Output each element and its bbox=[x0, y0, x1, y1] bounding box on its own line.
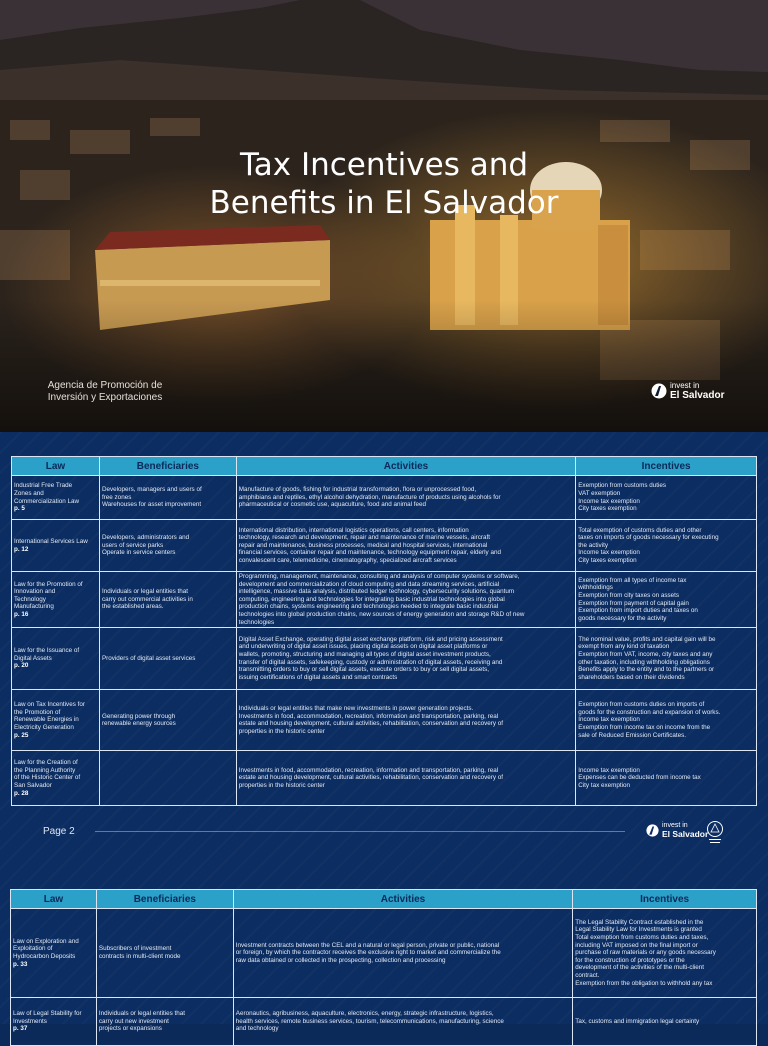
cell-activities bbox=[236, 628, 575, 690]
law-line: Technology bbox=[14, 595, 46, 603]
beneficiaries-line: Providers of digital asset services bbox=[101, 654, 196, 662]
activities-line: properties in the historic center bbox=[238, 781, 325, 789]
activities-line: properties in the historic center bbox=[238, 727, 325, 735]
incentives-line: City taxes exemption bbox=[578, 505, 637, 513]
law-line: Law on Exploration and bbox=[13, 937, 79, 945]
incentives-line: Exemption from import duties and taxes on bbox=[578, 607, 698, 615]
activities-line: Investments in food, accommodation, recreation, information and transportation, parking, real bbox=[238, 712, 499, 720]
cell-incentives bbox=[573, 998, 757, 1046]
activities-line: amphibians and reptiles, ethyl alcohol dehydration, manufacture of products using alcohols for bbox=[238, 493, 501, 501]
activities-line: and underwriting of digital asset issues, placing digital assets on digital asset platforms or bbox=[238, 643, 488, 651]
activities-line: repair and maintenance, business processes, medical and hospital services, international bbox=[238, 541, 488, 549]
activities-line: or foreign, by which the contractor receives the exclusive right to market and commercialize the bbox=[235, 949, 501, 957]
cell-activities bbox=[236, 751, 575, 806]
beneficiaries-line: renewable energy sources bbox=[101, 720, 176, 728]
law-line: Electricity Generation bbox=[14, 723, 74, 731]
incentives-line: shareholders based on their dividends bbox=[578, 673, 685, 681]
activities-line: Investment contracts between the CEL and a natural or legal person, private or public, national bbox=[235, 941, 500, 949]
incentives-line: Legal Stability Law for Investments is granted bbox=[575, 926, 702, 934]
cell-law bbox=[12, 628, 100, 690]
activities-line: pharmaceutical or cosmetic use, aquaculture, food and animal feed bbox=[238, 501, 427, 509]
incentives-line: Exemption from customs duties on imports of bbox=[578, 701, 705, 709]
incentives-line: City tax exemption bbox=[578, 781, 631, 789]
beneficiaries-line: carry out commercial activities in bbox=[101, 595, 193, 603]
law-line: Law for the Promotion of bbox=[14, 580, 83, 588]
cell-beneficiaries bbox=[96, 998, 233, 1046]
logo-mark-icon bbox=[651, 382, 667, 400]
incentives-line: Total exemption of customs duties and other bbox=[578, 526, 702, 534]
law-line: Manufacturing bbox=[14, 603, 54, 611]
law-line: Law for the Issuance of bbox=[14, 647, 80, 655]
table-row bbox=[11, 909, 757, 998]
agency-line-2: Inversión y Exportaciones bbox=[47, 392, 163, 403]
invest-in-el-salvador-logo bbox=[651, 381, 724, 401]
cell-law bbox=[12, 476, 100, 520]
cell-incentives bbox=[576, 628, 757, 690]
law-line: Law of Legal Stability for bbox=[13, 1010, 82, 1018]
cell-incentives bbox=[576, 751, 757, 806]
government-seal-icon bbox=[706, 820, 724, 846]
cell-law bbox=[12, 690, 100, 751]
activities-line: Individuals or legal entities that make new investments in power generation projects. bbox=[238, 704, 474, 712]
header-beneficiaries: Beneficiaries bbox=[96, 890, 233, 909]
incentives-line: goods for the construction and expansion of works. bbox=[578, 708, 721, 716]
incentives-line: Benefits apply to the entity and to the partners or bbox=[578, 666, 715, 674]
hero-cover bbox=[0, 0, 768, 432]
beneficiaries-line: projects or expansions bbox=[98, 1025, 162, 1033]
activities-line: intelligence, massive data analysis, distributed ledger technology, cybersecurity solutions, quantum bbox=[238, 588, 515, 596]
header-incentives: Incentives bbox=[573, 890, 757, 909]
activities-line: technologies bbox=[238, 618, 275, 626]
activities-line: International distribution, international logistics operations, call centers, information bbox=[238, 526, 469, 534]
incentives-line: Expenses can be deducted from income tax bbox=[578, 774, 701, 782]
beneficiaries-line: Warehouses for asset improvement bbox=[101, 501, 202, 509]
incentives-line: Total exemption from customs duties and taxes, bbox=[575, 934, 709, 942]
activities-line: computing, engineering and technologies for integrating basic industrial technologies into global bbox=[238, 595, 505, 603]
incentives-line: Exemption from all types of income tax bbox=[578, 576, 687, 584]
page-number: Page 2 bbox=[43, 826, 75, 837]
page-reference: p. 5 bbox=[14, 505, 25, 513]
cell-activities bbox=[236, 572, 575, 628]
incentives-line: Exemption from income tax on income from the bbox=[578, 723, 711, 731]
cell-beneficiaries bbox=[96, 909, 233, 998]
beneficiaries-line: free zones bbox=[101, 493, 132, 501]
incentives-line: Income tax exemption bbox=[578, 549, 640, 557]
law-line: Renewable Energies in bbox=[14, 716, 79, 724]
page-reference: p. 25 bbox=[14, 731, 29, 739]
incentives-line: Tax, customs and immigration legal certainty bbox=[575, 1017, 700, 1025]
footer-logo-big-text: El Salvador bbox=[662, 829, 709, 839]
incentives-line: the activity bbox=[578, 541, 608, 549]
law-line: Exploitation of bbox=[13, 945, 53, 953]
table-row bbox=[12, 628, 757, 690]
page-reference: p. 20 bbox=[14, 662, 29, 670]
law-line: the Promotion of bbox=[14, 708, 61, 716]
law-line: Law for the Creation of bbox=[14, 759, 78, 767]
agency-line-1: Agencia de Promoción de bbox=[47, 380, 163, 391]
incentives-line: Exemption from the obligation to withhold any tax bbox=[575, 979, 713, 987]
activities-line: transmitting orders to buy or sell digital assets, execute orders to buy or sell digital assets, bbox=[238, 666, 490, 674]
cell-beneficiaries bbox=[99, 520, 236, 572]
page-reference: p. 12 bbox=[14, 545, 29, 553]
activities-line: financial services, container repair and maintenance, technology equipment repair, elderly and bbox=[238, 549, 501, 557]
beneficiaries-line: carry out new investment bbox=[98, 1017, 169, 1025]
incentives-line: Exemption from payment of capital gain bbox=[578, 599, 689, 607]
incentives-line: contract. bbox=[575, 971, 600, 979]
activities-line: estate and housing development, cultural activities, rehabilitation, conservation and recovery of bbox=[238, 774, 504, 782]
law-line: Industrial Free Trade bbox=[14, 482, 73, 490]
incentives-line: The nominal value, profits and capital gain will be bbox=[578, 635, 716, 643]
incentives-line: other taxation, including withholding obligations bbox=[578, 658, 710, 666]
agency-name bbox=[30, 380, 180, 404]
table-header-row bbox=[11, 890, 757, 909]
beneficiaries-line: Developers, administrators and bbox=[101, 534, 190, 542]
activities-line: wallets, promoting, structuring and managing all types of digital asset investment products, bbox=[238, 651, 491, 659]
logo-small-text: invest in bbox=[670, 381, 700, 390]
incentives-line: sale of Reduced Emission Certificates. bbox=[578, 731, 687, 739]
incentives-line: Income tax exemption bbox=[578, 716, 640, 724]
logo-big-text: El Salvador bbox=[670, 390, 725, 401]
law-line: International Services Law bbox=[14, 537, 88, 545]
table-row bbox=[11, 998, 757, 1046]
page-reference: p. 16 bbox=[14, 610, 29, 618]
incentives-line: goods necessary for the activity bbox=[578, 614, 667, 622]
activities-line: health services, remote business services, tourism, telecommunications, manufacturing, science bbox=[235, 1017, 504, 1025]
table-row bbox=[12, 751, 757, 806]
footer-logo bbox=[646, 822, 708, 839]
cell-law bbox=[11, 909, 97, 998]
activities-line: issuing certifications of digital assets and smart contracts bbox=[238, 673, 398, 681]
law-line: Zones and bbox=[14, 489, 44, 497]
header-law: Law bbox=[11, 890, 97, 909]
cell-incentives bbox=[573, 909, 757, 998]
beneficiaries-line: the established areas. bbox=[101, 603, 164, 611]
beneficiaries-line: users of service parks bbox=[101, 541, 164, 549]
logo-mark-icon bbox=[646, 823, 659, 838]
incentives-line: for the construction of prototypes or the bbox=[575, 956, 685, 964]
incentives-line: withholdings bbox=[578, 584, 613, 592]
cell-law bbox=[12, 751, 100, 806]
incentives-table-2 bbox=[10, 889, 757, 1046]
activities-line: Investments in food, accommodation, recreation, information and transportation, parking, real bbox=[238, 766, 499, 774]
cell-beneficiaries bbox=[99, 572, 236, 628]
header-incentives: Incentives bbox=[576, 457, 757, 476]
activities-line: Programming, management, maintenance, consulting and analysis of computer systems or software, bbox=[238, 573, 520, 580]
cell-incentives bbox=[576, 690, 757, 751]
cell-law bbox=[12, 572, 100, 628]
beneficiaries-line: Generating power through bbox=[101, 712, 176, 720]
table-header-row bbox=[12, 457, 757, 476]
incentives-line: development of the activities of the multi-client bbox=[575, 964, 705, 972]
table-row bbox=[12, 690, 757, 751]
law-line: San Salvador bbox=[14, 781, 52, 789]
title-line-2: Benefits in El Salvador bbox=[209, 185, 559, 221]
incentives-line: including VAT imposed on the final import or bbox=[575, 941, 698, 949]
incentives-line: taxes on imports of goods necessary for executing bbox=[578, 534, 719, 542]
cell-activities bbox=[236, 690, 575, 751]
law-line: Commercialization Law bbox=[14, 497, 80, 505]
cell-beneficiaries bbox=[99, 476, 236, 520]
activities-line: production chains, systems engineering and technologies needed to integrate basic industrial bbox=[238, 603, 499, 611]
beneficiaries-line: Developers, managers and users of bbox=[101, 486, 202, 494]
cell-activities bbox=[236, 520, 575, 572]
table-row bbox=[12, 572, 757, 628]
cell-beneficiaries bbox=[99, 690, 236, 751]
law-line: Innovation and bbox=[14, 588, 56, 596]
activities-line: Manufacture of goods, fishing for industrial transformation, flora or unprocessed food, bbox=[238, 486, 477, 494]
incentives-line: Exemption from VAT, income, city taxes and any bbox=[578, 651, 713, 659]
beneficiaries-line: Individuals or legal entities that bbox=[101, 588, 189, 596]
cell-incentives bbox=[576, 520, 757, 572]
law-line: Digital Assets bbox=[14, 654, 52, 662]
activities-line: and technology bbox=[235, 1025, 279, 1033]
activities-line: transfer of digital assets, safekeeping, custody or administration of digital assets, receiving and bbox=[238, 658, 503, 666]
table-row bbox=[12, 520, 757, 572]
cell-incentives bbox=[576, 572, 757, 628]
beneficiaries-line: contracts in multi-client mode bbox=[98, 953, 181, 960]
incentives-line: Income tax exemption bbox=[578, 497, 640, 505]
beneficiaries-line: Subscribers of investment bbox=[98, 945, 172, 953]
incentives-line: Exemption from customs duties bbox=[578, 482, 667, 490]
incentives-table-1 bbox=[11, 456, 757, 806]
page-reference: p. 37 bbox=[13, 1025, 28, 1033]
cell-law bbox=[11, 998, 97, 1046]
footer-logo-small-text: invest in bbox=[662, 822, 688, 829]
activities-line: Aeronautics, agribusiness, aquaculture, electronics, energy, strategic infrastructure, logistics, bbox=[235, 1010, 494, 1018]
activities-line: technology, research and development, repair and maintenance of marine vessels, aircraft bbox=[238, 534, 490, 542]
title-line-1: Tax Incentives and bbox=[239, 147, 529, 183]
cell-law bbox=[12, 520, 100, 572]
table-row bbox=[12, 476, 757, 520]
incentives-line: The Legal Stability Contract established in the bbox=[575, 918, 704, 926]
document-title bbox=[0, 146, 768, 222]
cell-activities bbox=[233, 909, 572, 998]
footer-divider bbox=[95, 831, 625, 832]
cell-activities bbox=[236, 476, 575, 520]
incentives-line: purchase of raw materials or any goods necessary bbox=[575, 949, 716, 957]
activities-line: Digital Asset Exchange, operating digital asset exchange platform, risk and pricing assessment bbox=[238, 635, 503, 643]
header-activities: Activities bbox=[233, 890, 572, 909]
incentives-line: Exemption from city taxes on assets bbox=[578, 591, 680, 599]
cell-beneficiaries bbox=[99, 628, 236, 690]
header-law: Law bbox=[12, 457, 100, 476]
activities-line: estate and housing development, cultural activities, rehabilitation, conservation and recovery of bbox=[238, 720, 504, 728]
law-line: Hydrocarbon Deposits bbox=[13, 953, 76, 960]
activities-line: development and commercialization of cloud computing and data streaming services, artificial bbox=[238, 580, 500, 588]
header-activities: Activities bbox=[236, 457, 575, 476]
law-line: Investments bbox=[13, 1017, 47, 1025]
law-line: Law on Tax Incentives for bbox=[14, 701, 85, 709]
page-reference: p. 33 bbox=[13, 960, 28, 968]
cell-incentives bbox=[576, 476, 757, 520]
incentives-line: Income tax exemption bbox=[578, 766, 640, 774]
beneficiaries-line: Operate in service centers bbox=[101, 549, 176, 557]
activities-line: technologies into global production chains, new sources of energy generation and storage R&D of new bbox=[238, 610, 525, 618]
activities-line: raw data obtained or collected in the prospecting, collection and processing bbox=[235, 956, 446, 964]
cell-activities bbox=[233, 998, 572, 1046]
incentives-line: exempt from any kind of taxation bbox=[578, 643, 670, 651]
header-beneficiaries: Beneficiaries bbox=[99, 457, 236, 476]
law-line: of the Historic Center of bbox=[14, 774, 81, 782]
cell-beneficiaries bbox=[99, 751, 236, 806]
activities-line: convalescent care, telemedicine, cinematography, specialized aircraft services bbox=[238, 556, 457, 564]
incentives-line: VAT exemption bbox=[578, 489, 621, 497]
law-line: the Planning Authority bbox=[14, 766, 76, 774]
page-reference: p. 28 bbox=[14, 789, 29, 797]
beneficiaries-line: Individuals or legal entities that bbox=[98, 1010, 186, 1018]
incentives-line: City taxes exemption bbox=[578, 556, 637, 564]
